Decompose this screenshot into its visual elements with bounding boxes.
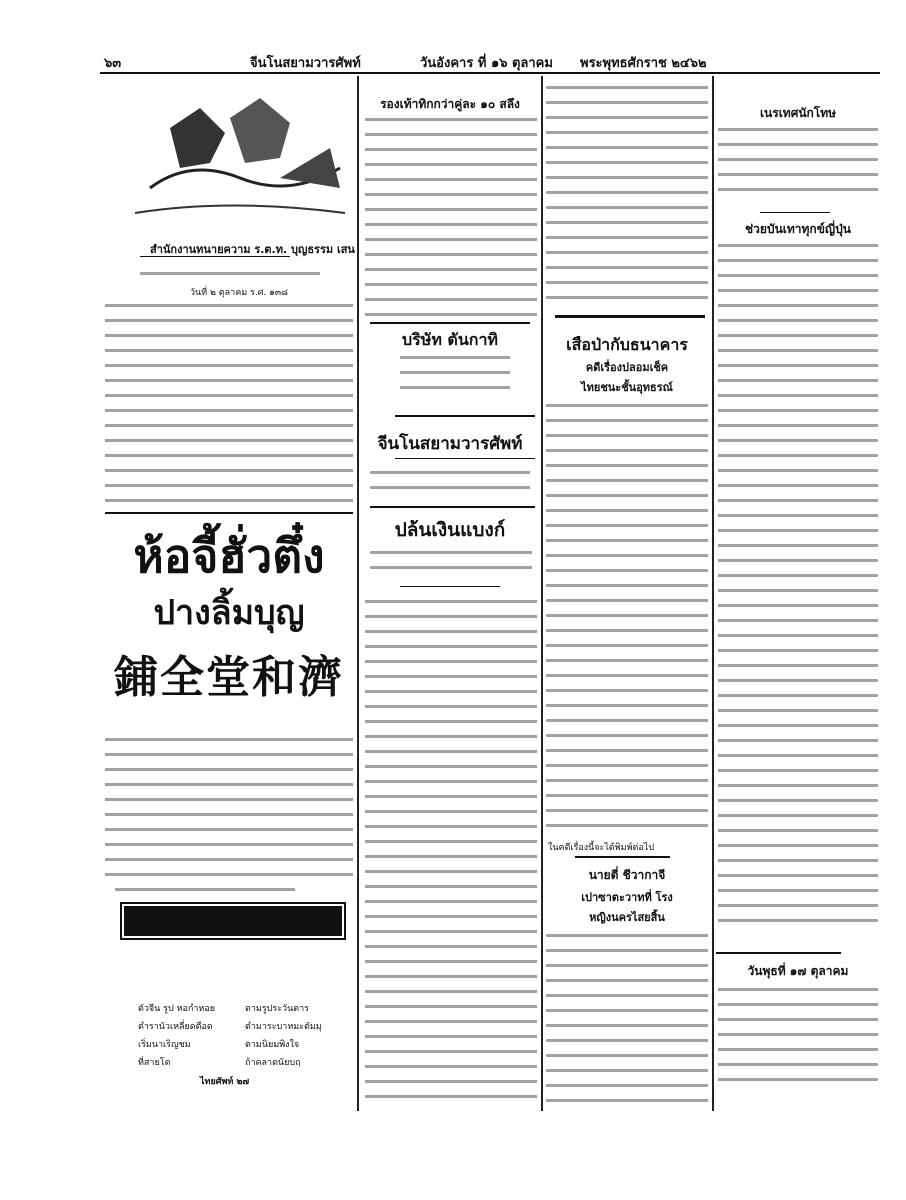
masthead: จีนโนสยามวารศัพท์	[250, 56, 361, 71]
headline-japan-relief: ช่วยบันเทาทุกข์ญี่ปุ่น	[745, 222, 851, 236]
list-item: ตามนิยมพิงใจ	[245, 1040, 300, 1050]
body-text	[105, 298, 353, 508]
body-text	[546, 80, 708, 240]
list-item: ที่สายโต	[138, 1058, 171, 1068]
headline-company: บริษัท ตันกาทิ	[402, 330, 498, 349]
body-text	[115, 882, 295, 897]
divider	[575, 856, 670, 858]
illustration-image	[130, 88, 350, 230]
header-rule	[100, 72, 880, 74]
body-text	[400, 350, 510, 395]
column-divider	[357, 76, 359, 1111]
body-text	[718, 122, 878, 200]
ad-footer: ไทยศัพท์ ๒๗	[200, 1077, 250, 1087]
headline-person: นายตี่ ชีวากาจี	[588, 868, 666, 882]
list-item: เริ่มนาเริญชม	[138, 1040, 191, 1050]
body-text	[365, 112, 537, 322]
list-item: ตัวจีน รูป หอกำหอย	[138, 1004, 216, 1014]
ad-box	[122, 904, 344, 938]
body-text	[718, 238, 878, 928]
headline-bank-robbery: ปล้นเงินแบงก์	[394, 519, 506, 541]
body-text	[546, 398, 708, 838]
body-text	[546, 245, 708, 307]
list-item: ตามรูประวันตาร	[245, 1004, 309, 1014]
body-text	[546, 928, 708, 1108]
body-text	[105, 732, 353, 880]
body-text	[370, 465, 530, 497]
divider	[400, 586, 500, 587]
divider	[555, 315, 705, 318]
headline-tiger-bank: เสือป่ากับธนาคาร	[566, 335, 688, 354]
office-caption: สำนักงานทนายความ ร.ต.ท. บุญธรรม เสน	[150, 243, 355, 256]
subhead-cheque: คดีเรื่องปลอมเช็ค	[585, 361, 669, 374]
headline-deportation: เนรเทศนักโทษ	[759, 106, 837, 120]
issue-year: พระพุทธศักราช ๒๔๖๒	[580, 56, 707, 71]
list-item: ตำมาระบาหมะตัมมุ	[245, 1022, 322, 1032]
headline-shoes: รองเท้าทิกกว่าคู่ละ ๑๐ สลึง	[380, 97, 520, 111]
ad-title: ห้อจี้ฮั่วตึ๋ง	[133, 529, 325, 583]
ad-subtitle: ปางลิ้มบุญ	[153, 593, 305, 633]
body-text	[365, 594, 537, 1110]
page-number: ๖๓	[104, 56, 122, 71]
divider	[760, 212, 830, 213]
column-divider	[541, 76, 543, 1111]
subhead-appeal: ไทยชนะชั้นอุทธรณ์	[581, 381, 673, 394]
body-text	[370, 545, 532, 575]
divider	[370, 506, 535, 508]
ad-chinese: 鋪全堂和濟	[114, 652, 344, 703]
divider	[395, 458, 535, 459]
subhead-4: หญิงนครไสยสิ้น	[589, 911, 665, 924]
divider	[105, 512, 353, 514]
headline-masthead: จีนโนสยามวารศัพท์	[377, 434, 523, 454]
divider	[395, 415, 535, 417]
headline-wednesday: วันพุธที่ ๑๗ ตุลาคม	[747, 964, 849, 978]
column-divider	[712, 76, 714, 1111]
list-item: ตำรานัวเหลี่ยดตือด	[138, 1022, 213, 1032]
date-line: วันที่ ๒ ตุลาคม ร.ศ. ๑๓๘	[190, 288, 288, 298]
issue-date: วันอังคาร ที่ ๑๖ ตุลาคม	[420, 56, 553, 71]
body-text	[140, 266, 320, 281]
body-text	[718, 982, 878, 1082]
continued-note: ในคดีเรื่องนี้จะได้พิมพ์ต่อไป	[548, 843, 655, 853]
divider	[370, 322, 530, 324]
list-item: ถ้าคลาดนัยบฤ	[245, 1058, 301, 1068]
subhead-3: เปาซาตะวาทที่ โรง	[581, 891, 673, 904]
divider	[140, 256, 290, 257]
divider	[716, 952, 841, 954]
